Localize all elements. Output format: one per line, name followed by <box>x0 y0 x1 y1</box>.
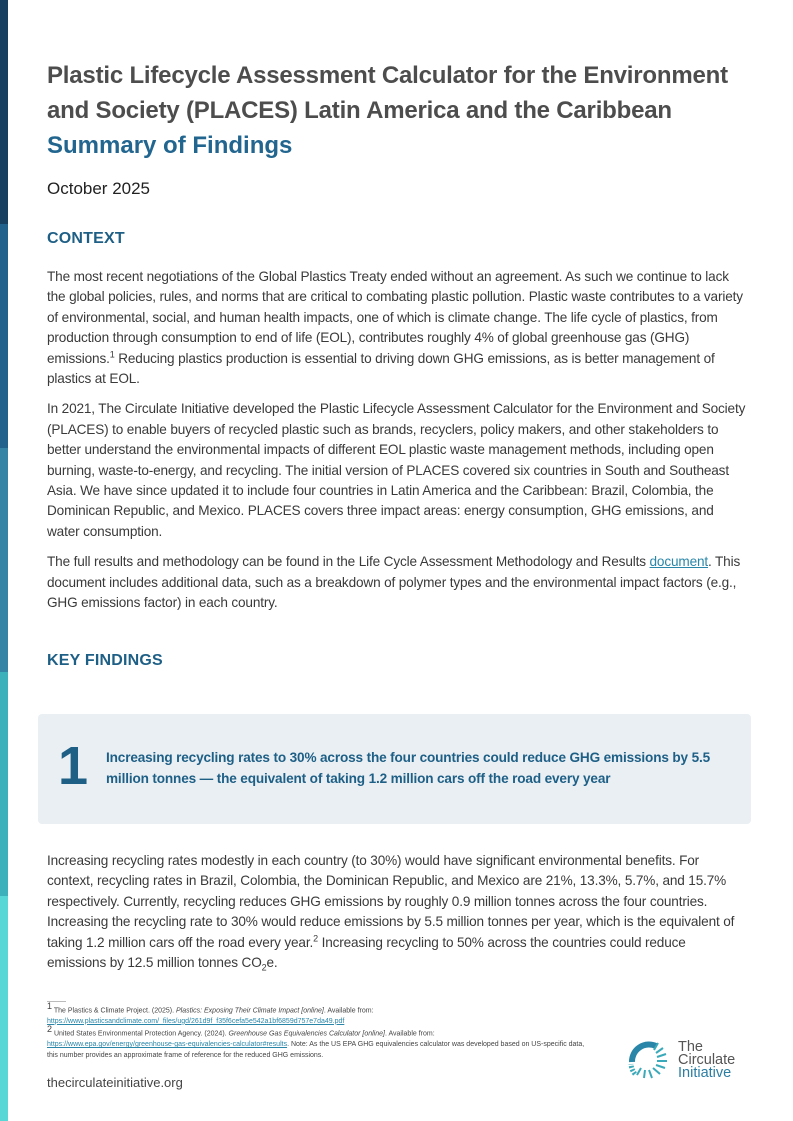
context-p3-text-cont: . This document includes additional data, such as a breakdown of polymer types and the environmental impact factors (e.g., GHG emissions factor) in each country. <box>47 554 741 611</box>
key-findings-heading: KEY FINDINGS <box>47 651 163 669</box>
document-link[interactable]: document <box>649 554 709 570</box>
footnote-1-title: Plastics: Exposing Their Climate Impact [online] <box>176 1007 324 1015</box>
side-bar-segment-2 <box>0 224 8 448</box>
circulate-initiative-logo <box>626 1040 756 1080</box>
footnotes <box>47 1001 587 1061</box>
website-url[interactable]: thecirculateinitiative.org <box>47 1075 183 1090</box>
footnote-1-number: 1 <box>47 1001 53 1011</box>
footnote-1 <box>47 1001 587 1027</box>
circular-burst-icon <box>626 1040 674 1080</box>
logo-line-1: The <box>678 1039 703 1055</box>
footnote-ref-1[interactable]: 1 <box>109 349 115 360</box>
side-bar-segment-1 <box>0 0 8 224</box>
footnote-ref-2[interactable]: 2 <box>313 933 318 944</box>
footnote-2-title: Greenhouse Gas Equivalencies Calculator [online] <box>228 1030 385 1038</box>
footnote-2-number: 2 <box>47 1024 53 1035</box>
logo-line-3: Initiative <box>678 1065 732 1081</box>
footnote-2 <box>47 1024 587 1061</box>
title-line-1: Plastic Lifecycle Assessment Calculator for the Environment <box>47 62 728 89</box>
finding-body-text-cont: Increasing recycling to 50% across the countries could reduce emissions by 12.5 million tonnes CO <box>47 934 686 971</box>
finding-callout-1 <box>38 714 751 824</box>
footnote-1-text: The Plastics & Climate Project. (2025). <box>52 1007 176 1015</box>
logo-wordmark <box>678 1041 735 1080</box>
document-subtitle: Summary of Findings <box>47 132 293 159</box>
context-p1-text: The most recent negotiations of the Global Plastics Treaty ended without an agreement. As such we continue to lack the global policies, rules, and norms that are critical to combating plastic pollution. Plastic waste contributes to a variety of environmental, social, and human health impacts, one of which is climate change. The life cycle of plastics, from production through consumption to end of life (EOL), contributes roughly 4% of global greenhouse gas (GHG) emissions. <box>47 269 743 366</box>
side-bar-segment-3 <box>0 448 8 672</box>
finding-body-text: Increasing recycling rates modestly in each country (to 30%) would have significant environmental benefits. For context, recycling rates in Brazil, Colombia, the Dominican Republic, and Mexico are 21%, 13.3%, 5.7%, and 15.7% respectively. Currently, recycling reduces GHG emissions by roughly 0.9 million tonnes across the four countries. Increasing the recycling rate to 30% would reduce emissions by 5.5 million tonnes per year, which is the equivalent of taking 1.2 million cars off the road every year. <box>47 853 735 950</box>
context-paragraph-2: In 2021, The Circulate Initiative developed the Plastic Lifecycle Assessment Calculator for the Environment and Society (PLACES) to enable buyers of recycled plastic such as brands, recyclers, policy makers, and other stakeholders to better understand the environmental impacts of different EOL plastic waste management methods, including open burning, waste-to-energy, and recycling. The initial version of PLACES covered six countries in South and Southeast Asia. We have since updated it to include four countries in Latin America and the Caribbean: Brazil, Colombia, the Dominican Republic, and Mexico. PLACES covers three impact areas: energy consumption, GHG emissions, and water consumption. <box>47 401 746 539</box>
finding-body-paragraph <box>47 851 747 973</box>
context-p1-text-cont: Reducing plastics production is essential to driving down GHG emissions, as is better management of plastics at EOL. <box>47 350 715 387</box>
finding-number: 1 <box>58 736 89 796</box>
side-bar-segment-4 <box>0 672 8 896</box>
page-content <box>47 58 747 670</box>
footnote-2-text: United States Environmental Protection Agency. (2024). <box>52 1030 229 1038</box>
finding-headline: Increasing recycling rates to 30% across the four countries could reduce GHG emissions by 5.5 million tonnes — the equivalent of taking 1.2 million cars off the road every year <box>106 750 711 786</box>
footnote-2-text-cont: . Available from: <box>384 1030 435 1038</box>
logo-line-2: Circulate <box>678 1052 736 1068</box>
context-paragraph-1 <box>47 267 747 389</box>
footnote-2-link[interactable]: https://www.epa.gov/energy/greenhouse-gas-equivalencies-calculator#results <box>47 1041 288 1049</box>
footnote-1-text-cont: . Available from: <box>323 1007 374 1015</box>
co2-subscript: 2 <box>261 962 267 973</box>
document-date: October 2025 <box>47 179 151 198</box>
context-p3-text: The full results and methodology can be found in the Life Cycle Assessment Methodology and Results <box>47 554 650 570</box>
context-heading: CONTEXT <box>47 230 125 247</box>
context-paragraph-3 <box>47 552 747 613</box>
footnote-1-link[interactable]: https://www.plasticsandclimate.com/_files/ugd/261d9f_f35f6cefa5e542a1bf6859d757e7da49.pdf <box>47 1017 345 1025</box>
side-color-bar <box>0 0 8 1121</box>
document-title <box>47 58 747 128</box>
title-line-2: and Society (PLACES) Latin America and the Caribbean <box>47 97 672 124</box>
side-bar-segment-5 <box>0 896 8 1121</box>
finding-body-text-end: e. <box>266 955 278 971</box>
footnote-2-note: . Note: As the US EPA GHG equivalencies calculator was developed based on US-specific data, this number provides an approximate frame of reference for the reduced GHG emissions. <box>47 1041 585 1059</box>
